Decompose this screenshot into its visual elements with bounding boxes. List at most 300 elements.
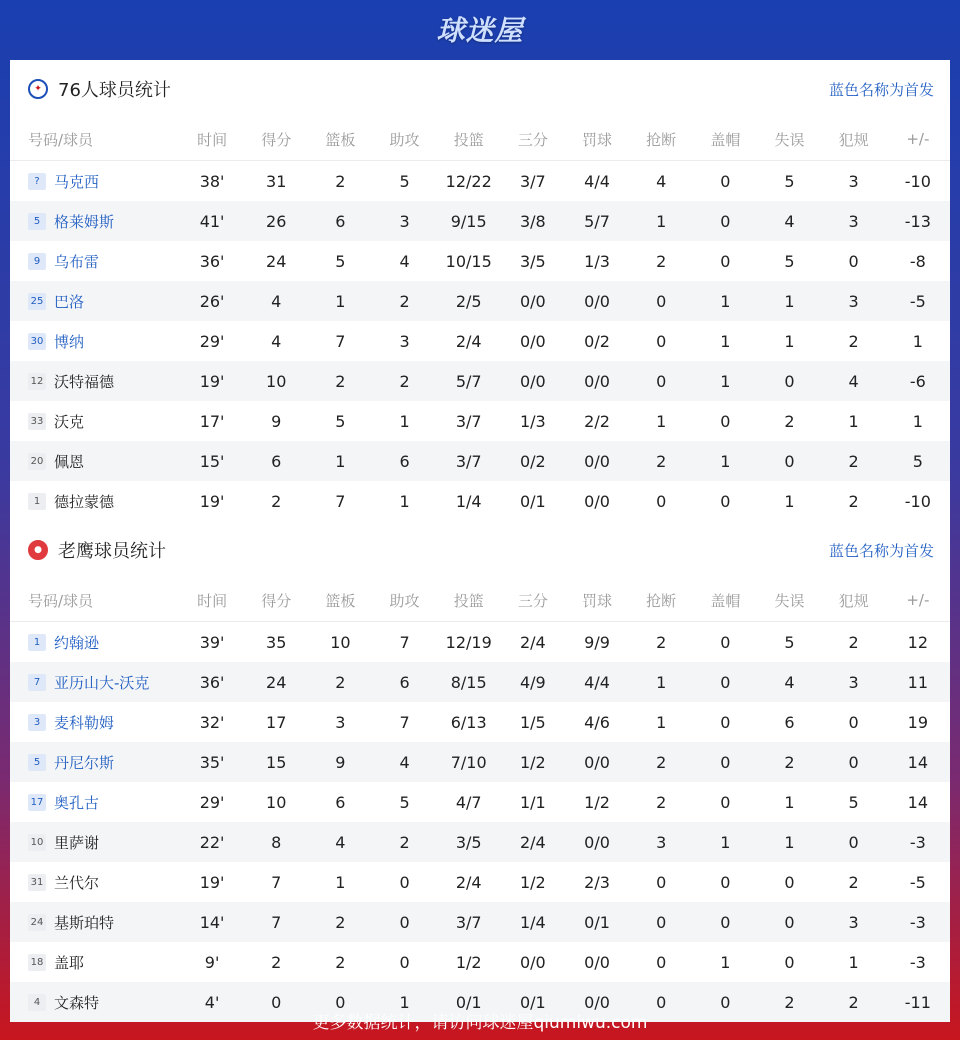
column-header: 助攻 (372, 118, 436, 161)
stat-cell: 22' (180, 822, 244, 862)
jersey-number-badge: 31 (28, 874, 46, 891)
player-row[interactable] (10, 702, 950, 742)
jersey-number-badge: 4 (28, 994, 46, 1011)
stat-cell: 1 (912, 331, 923, 351)
stat-cell: 0 (720, 251, 731, 271)
column-header: 篮板 (308, 118, 372, 161)
stat-cell: 4 (757, 201, 821, 241)
stat-cell: 19' (199, 872, 225, 892)
column-header: 抢断 (629, 579, 693, 622)
stat-cell: 1 (335, 872, 346, 892)
stat-cell: 0/0 (584, 491, 610, 511)
player-row[interactable] (10, 161, 950, 202)
table-header-row (10, 118, 950, 161)
player-cell (10, 161, 180, 202)
stat-cell: 1/2 (519, 872, 546, 892)
stat-cell: 2 (372, 822, 436, 862)
stat-cell: 2 (271, 491, 282, 511)
player-name[interactable]: 兰代尔 (54, 873, 100, 892)
jersey-number-badge: 5 (28, 754, 46, 771)
stat-cell: 29' (199, 331, 225, 351)
stat-cell: 41' (180, 201, 244, 241)
column-header: 盖帽 (693, 579, 757, 622)
column-header: 助攻 (372, 579, 436, 622)
stat-cell: 15' (180, 441, 244, 481)
stats-table-76ers (10, 118, 950, 521)
column-header: 号码/球员 (10, 118, 180, 161)
stat-cell: 2 (656, 251, 667, 271)
player-row[interactable] (10, 742, 950, 782)
player-cell (10, 281, 180, 321)
stat-cell: 1 (693, 441, 757, 481)
stat-cell: 5 (784, 171, 795, 191)
player-row[interactable] (10, 281, 950, 321)
stat-cell: 2 (335, 952, 346, 972)
stat-cell: 1 (784, 331, 795, 351)
stat-cell: 2 (372, 361, 436, 401)
player-name[interactable]: 麦科勒姆 (54, 713, 115, 732)
stat-cell: 0 (629, 281, 693, 321)
stat-cell: 0/0 (501, 281, 565, 321)
stat-cell: 2/4 (455, 872, 482, 892)
player-row[interactable] (10, 441, 950, 481)
stat-cell: 3 (822, 662, 886, 702)
stat-cell: 4 (757, 662, 821, 702)
player-row[interactable] (10, 361, 950, 401)
player-cell (10, 942, 180, 982)
stat-cell: 3 (822, 201, 886, 241)
stat-cell: 5 (399, 171, 410, 191)
stat-cell: 0/0 (519, 331, 546, 351)
starter-note: 蓝色名称为首发 (828, 80, 934, 99)
stat-cell: 4 (244, 281, 308, 321)
jersey-number-badge: 25 (28, 293, 46, 310)
player-name[interactable]: 乌布雷 (54, 252, 100, 271)
stat-cell: 15 (244, 742, 308, 782)
team-title-wrap (28, 76, 171, 102)
stat-cell: 3/7 (437, 441, 501, 481)
section-header (10, 60, 950, 118)
stat-cell: 3/7 (519, 171, 546, 191)
stat-cell: 4 (271, 331, 282, 351)
stat-cell: 2 (848, 331, 859, 351)
stat-cell: 0 (757, 902, 821, 942)
stat-cell: 9/9 (584, 632, 610, 652)
player-name[interactable]: 沃特福德 (54, 372, 115, 391)
stat-cell: 2/4 (501, 822, 565, 862)
stat-cell: 0 (656, 331, 667, 351)
stat-cell: 11 (886, 662, 950, 702)
stat-cell: 5 (335, 411, 346, 431)
stat-cell: 0 (629, 361, 693, 401)
stat-cell: -6 (886, 361, 950, 401)
stat-cell: 1 (912, 411, 923, 431)
stat-cell: 2 (308, 361, 372, 401)
stat-cell: 1 (757, 281, 821, 321)
jersey-number-badge: 7 (28, 674, 46, 691)
jersey-number-badge: 9 (28, 253, 46, 270)
stat-cell: 7 (335, 331, 346, 351)
starter-note: 蓝色名称为首发 (828, 541, 934, 560)
table-body (10, 161, 950, 522)
player-cell (10, 782, 180, 822)
stat-cell: 3 (335, 712, 346, 732)
stat-cell: 7 (244, 902, 308, 942)
stat-cell: 1/2 (584, 792, 610, 812)
stat-cell: 2 (656, 792, 667, 812)
stat-cell: 2/4 (519, 632, 546, 652)
team-title: 76人球员统计 (58, 80, 171, 101)
player-row[interactable] (10, 662, 950, 702)
stat-cell: 4/7 (455, 792, 482, 812)
stat-cell: -3 (909, 952, 926, 972)
player-row[interactable] (10, 481, 950, 521)
stat-cell: 2 (848, 632, 859, 652)
player-cell (10, 902, 180, 942)
column-header: 投篮 (437, 118, 501, 161)
stat-cell: 0 (308, 982, 372, 1022)
jersey-number-badge: 10 (28, 834, 46, 851)
stat-cell: 9 (308, 742, 372, 782)
stat-cell: 3 (822, 902, 886, 942)
stat-cell: 0 (784, 872, 795, 892)
stat-cell: 1/3 (519, 411, 546, 431)
stat-cell: 6 (784, 712, 795, 732)
player-name[interactable]: 沃克 (54, 412, 85, 431)
stat-cell: 1 (693, 822, 757, 862)
stat-cell: 7 (335, 491, 346, 511)
stat-cell: 3 (848, 171, 859, 191)
stat-cell: 5 (784, 251, 795, 271)
stat-cell: 4' (180, 982, 244, 1022)
stat-cell: 0 (693, 982, 757, 1022)
player-row[interactable] (10, 822, 950, 862)
stat-cell: 2 (848, 872, 859, 892)
stat-cell: 0/1 (501, 982, 565, 1022)
column-header: 失误 (757, 579, 821, 622)
stat-cell: 4/9 (501, 662, 565, 702)
player-name[interactable]: 博纳 (54, 332, 85, 351)
stat-cell: 2 (822, 982, 886, 1022)
stat-cell: 0/2 (501, 441, 565, 481)
jersey-number-badge: 33 (28, 413, 46, 430)
stat-cell: 0/1 (519, 491, 546, 511)
stat-cell: 0 (757, 361, 821, 401)
stat-cell: 6 (335, 792, 346, 812)
stat-cell: 2/2 (584, 411, 610, 431)
jersey-number-badge: 1 (28, 634, 46, 651)
column-header: 罚球 (565, 579, 629, 622)
stat-cell: 1 (693, 361, 757, 401)
stat-cell: -11 (886, 982, 950, 1022)
stat-cell: 0 (720, 712, 731, 732)
stat-cell: 0 (757, 441, 821, 481)
jersey-number-badge: ? (28, 173, 46, 190)
player-name[interactable]: 格莱姆斯 (54, 212, 115, 231)
stat-cell: 0 (720, 171, 731, 191)
stat-cell: 2 (784, 411, 795, 431)
stat-cell: 2 (308, 662, 372, 702)
team-title: 老鹰球员统计 (58, 541, 166, 562)
stat-cell: 0 (822, 742, 886, 782)
player-name[interactable]: 约翰逊 (54, 633, 100, 652)
stat-cell: 5 (848, 792, 859, 812)
column-header: 时间 (180, 579, 244, 622)
stat-cell: 2 (271, 952, 282, 972)
stat-cell: 4/4 (584, 171, 610, 191)
stat-cell: 5 (335, 251, 346, 271)
stat-cell: 2 (757, 982, 821, 1022)
player-name[interactable]: 文森特 (54, 993, 100, 1012)
stat-cell: 0 (720, 411, 731, 431)
footer-link-text[interactable]: 更多数据统计，请访问球迷屋qiumiwu.com (312, 1012, 648, 1033)
player-name[interactable]: 盖耶 (54, 953, 85, 972)
stat-cell: 2 (656, 632, 667, 652)
table-body (10, 622, 950, 1023)
player-cell (10, 702, 180, 742)
stat-cell: 0/0 (565, 822, 629, 862)
column-header: +/- (886, 118, 950, 161)
stat-cell: 36' (180, 662, 244, 702)
column-header: 时间 (180, 118, 244, 161)
stat-cell: 5 (886, 441, 950, 481)
stat-cell: 0 (720, 491, 731, 511)
stat-cell: 0 (244, 982, 308, 1022)
player-name[interactable]: 里萨谢 (54, 833, 100, 852)
stat-cell: 1/4 (501, 902, 565, 942)
section-header (10, 521, 950, 579)
stat-cell: 2/4 (455, 331, 482, 351)
stat-cell: 0/0 (565, 281, 629, 321)
stat-cell: 0 (784, 952, 795, 972)
stat-cell: 1 (308, 441, 372, 481)
stat-cell: 7 (399, 712, 410, 732)
stat-cell: 3/8 (501, 201, 565, 241)
stat-cell: 1 (399, 411, 410, 431)
stat-cell: 17 (266, 712, 287, 732)
stat-cell: 24 (244, 662, 308, 702)
stat-cell: 0 (720, 632, 731, 652)
76ers-logo-icon: ✦ (28, 79, 48, 99)
jersey-number-badge: 3 (28, 714, 46, 731)
stat-cell: 10 (330, 632, 351, 652)
stat-cell: 8/15 (437, 662, 501, 702)
stat-cell: 2 (848, 491, 859, 511)
stat-cell: 7 (399, 632, 410, 652)
stat-cell: 1/2 (501, 742, 565, 782)
player-cell (10, 361, 180, 401)
stat-cell: 1/5 (519, 712, 546, 732)
stat-cell: -10 (904, 491, 931, 511)
brand-logo: 球迷屋 (436, 14, 524, 47)
stat-cell: 0 (848, 712, 859, 732)
stat-cell: 1 (308, 281, 372, 321)
stat-cell: 19 (907, 712, 929, 732)
stat-cell: 1 (784, 792, 795, 812)
stat-cell: 12/22 (445, 171, 492, 191)
stat-cell: 1/2 (455, 952, 482, 972)
stat-cell: 1 (372, 982, 436, 1022)
player-name[interactable]: 德拉蒙德 (54, 492, 115, 511)
stat-cell: 4 (308, 822, 372, 862)
stats-table-hawks (10, 579, 950, 1022)
stat-cell: 0/0 (584, 952, 610, 972)
stat-cell: 3/5 (437, 822, 501, 862)
stat-cell: 2 (757, 742, 821, 782)
stat-cell: 0 (720, 792, 731, 812)
stat-cell: 2 (308, 902, 372, 942)
player-name[interactable]: 马克西 (54, 172, 100, 191)
stat-cell: 1 (784, 491, 795, 511)
stat-cell: 0 (656, 952, 667, 972)
column-header: 三分 (501, 579, 565, 622)
jersey-number-badge: 24 (28, 914, 46, 931)
player-cell (10, 662, 180, 702)
stat-cell: 31 (266, 171, 287, 191)
stat-cell: 4/6 (584, 712, 610, 732)
stat-cell: -5 (886, 281, 950, 321)
stat-cell: 1/4 (455, 491, 482, 511)
stat-cell: 7 (271, 872, 282, 892)
player-cell (10, 401, 180, 441)
jersey-number-badge: 20 (28, 453, 46, 470)
stats-panel (10, 60, 950, 1012)
jersey-number-badge: 17 (28, 794, 46, 811)
stat-cell: 7/10 (437, 742, 501, 782)
stat-cell: 12/19 (445, 632, 492, 652)
stat-cell: 36' (199, 251, 225, 271)
column-header: 得分 (244, 579, 308, 622)
player-row[interactable] (10, 622, 950, 663)
player-name[interactable]: 巴洛 (54, 292, 85, 311)
stat-cell: 0 (693, 742, 757, 782)
player-name[interactable]: 丹尼尔斯 (54, 753, 115, 772)
stat-cell: 4 (822, 361, 886, 401)
stat-cell: 10 (244, 361, 308, 401)
stat-cell: 0 (822, 822, 886, 862)
player-cell (10, 201, 180, 241)
player-cell (10, 862, 180, 902)
stat-cell: 14 (886, 742, 950, 782)
stat-cell: 8 (244, 822, 308, 862)
stat-cell: 35 (266, 632, 287, 652)
stat-cell: 9/15 (437, 201, 501, 241)
stat-cell: 0 (656, 491, 667, 511)
stat-cell: 2 (335, 171, 346, 191)
stat-cell: -3 (886, 822, 950, 862)
column-header: +/- (886, 579, 950, 622)
stat-cell: 3 (399, 331, 410, 351)
stat-cell: 39' (199, 632, 225, 652)
stat-cell: 2/5 (437, 281, 501, 321)
player-row[interactable] (10, 201, 950, 241)
column-header: 得分 (244, 118, 308, 161)
player-row[interactable] (10, 401, 950, 441)
stat-cell: 3/5 (519, 251, 546, 271)
player-row[interactable] (10, 782, 950, 822)
player-row[interactable] (10, 862, 950, 902)
stat-cell: 26 (244, 201, 308, 241)
stat-cell: 5 (784, 632, 795, 652)
stat-cell: 0 (399, 952, 410, 972)
stat-cell: 6 (308, 201, 372, 241)
stat-cell: 0/0 (565, 361, 629, 401)
stat-cell: 0/0 (565, 982, 629, 1022)
stat-cell: 1 (757, 822, 821, 862)
jersey-number-badge: 1 (28, 493, 46, 510)
stat-cell: 6 (244, 441, 308, 481)
player-name[interactable]: 奥孔古 (54, 793, 100, 812)
column-header: 篮板 (308, 579, 372, 622)
stat-cell: 6 (372, 441, 436, 481)
stat-cell: 5/7 (437, 361, 501, 401)
stat-cell: 14' (180, 902, 244, 942)
player-name[interactable]: 佩恩 (54, 452, 85, 471)
player-name[interactable]: 亚历山大-沃克 (54, 673, 150, 692)
stat-cell: -3 (886, 902, 950, 942)
stat-cell: 6/13 (450, 712, 487, 732)
column-header: 号码/球员 (10, 579, 180, 622)
stat-cell: 0/0 (565, 742, 629, 782)
stat-cell: 4/4 (565, 662, 629, 702)
stat-cell: 35' (180, 742, 244, 782)
column-header: 盖帽 (693, 118, 757, 161)
player-row[interactable] (10, 942, 950, 982)
stat-cell: 1 (848, 411, 859, 431)
jersey-number-badge: 5 (28, 213, 46, 230)
stat-cell: 2 (372, 281, 436, 321)
player-row[interactable] (10, 321, 950, 361)
stat-cell: 6 (372, 662, 436, 702)
player-cell (10, 742, 180, 782)
stat-cell: 10/15 (445, 251, 492, 271)
stat-cell: 17' (199, 411, 225, 431)
stat-cell: 0 (372, 902, 436, 942)
stat-cell: 0 (656, 872, 667, 892)
stat-cell: 0/0 (501, 361, 565, 401)
stat-cell: 1 (720, 331, 731, 351)
stat-cell: 19' (180, 361, 244, 401)
stat-cell: 3/7 (455, 411, 482, 431)
player-cell (10, 441, 180, 481)
stat-cell: 0 (629, 902, 693, 942)
stat-cell: 4 (399, 251, 410, 271)
column-header: 犯规 (822, 118, 886, 161)
stat-cell: 3 (372, 201, 436, 241)
player-row[interactable] (10, 902, 950, 942)
stat-cell: 2/3 (584, 872, 610, 892)
jersey-number-badge: 30 (28, 333, 46, 350)
stat-cell: 1 (848, 952, 859, 972)
stat-cell: -10 (904, 171, 931, 191)
team-title-wrap (28, 537, 166, 563)
team-section-hawks (10, 521, 950, 1022)
stat-cell: 9 (271, 411, 282, 431)
stat-cell: 3 (629, 822, 693, 862)
hawks-logo-icon: ● (28, 540, 48, 560)
player-row[interactable] (10, 241, 950, 281)
stat-cell: 10 (266, 792, 287, 812)
jersey-number-badge: 18 (28, 954, 46, 971)
stat-cell: 9' (204, 952, 220, 972)
stat-cell: 2 (629, 441, 693, 481)
player-cell (10, 481, 180, 521)
team-section-76ers (10, 60, 950, 521)
stat-cell: 1 (656, 411, 667, 431)
player-name[interactable]: 基斯珀特 (54, 913, 115, 932)
stat-cell: -5 (909, 872, 926, 892)
stat-cell: 29' (199, 792, 225, 812)
